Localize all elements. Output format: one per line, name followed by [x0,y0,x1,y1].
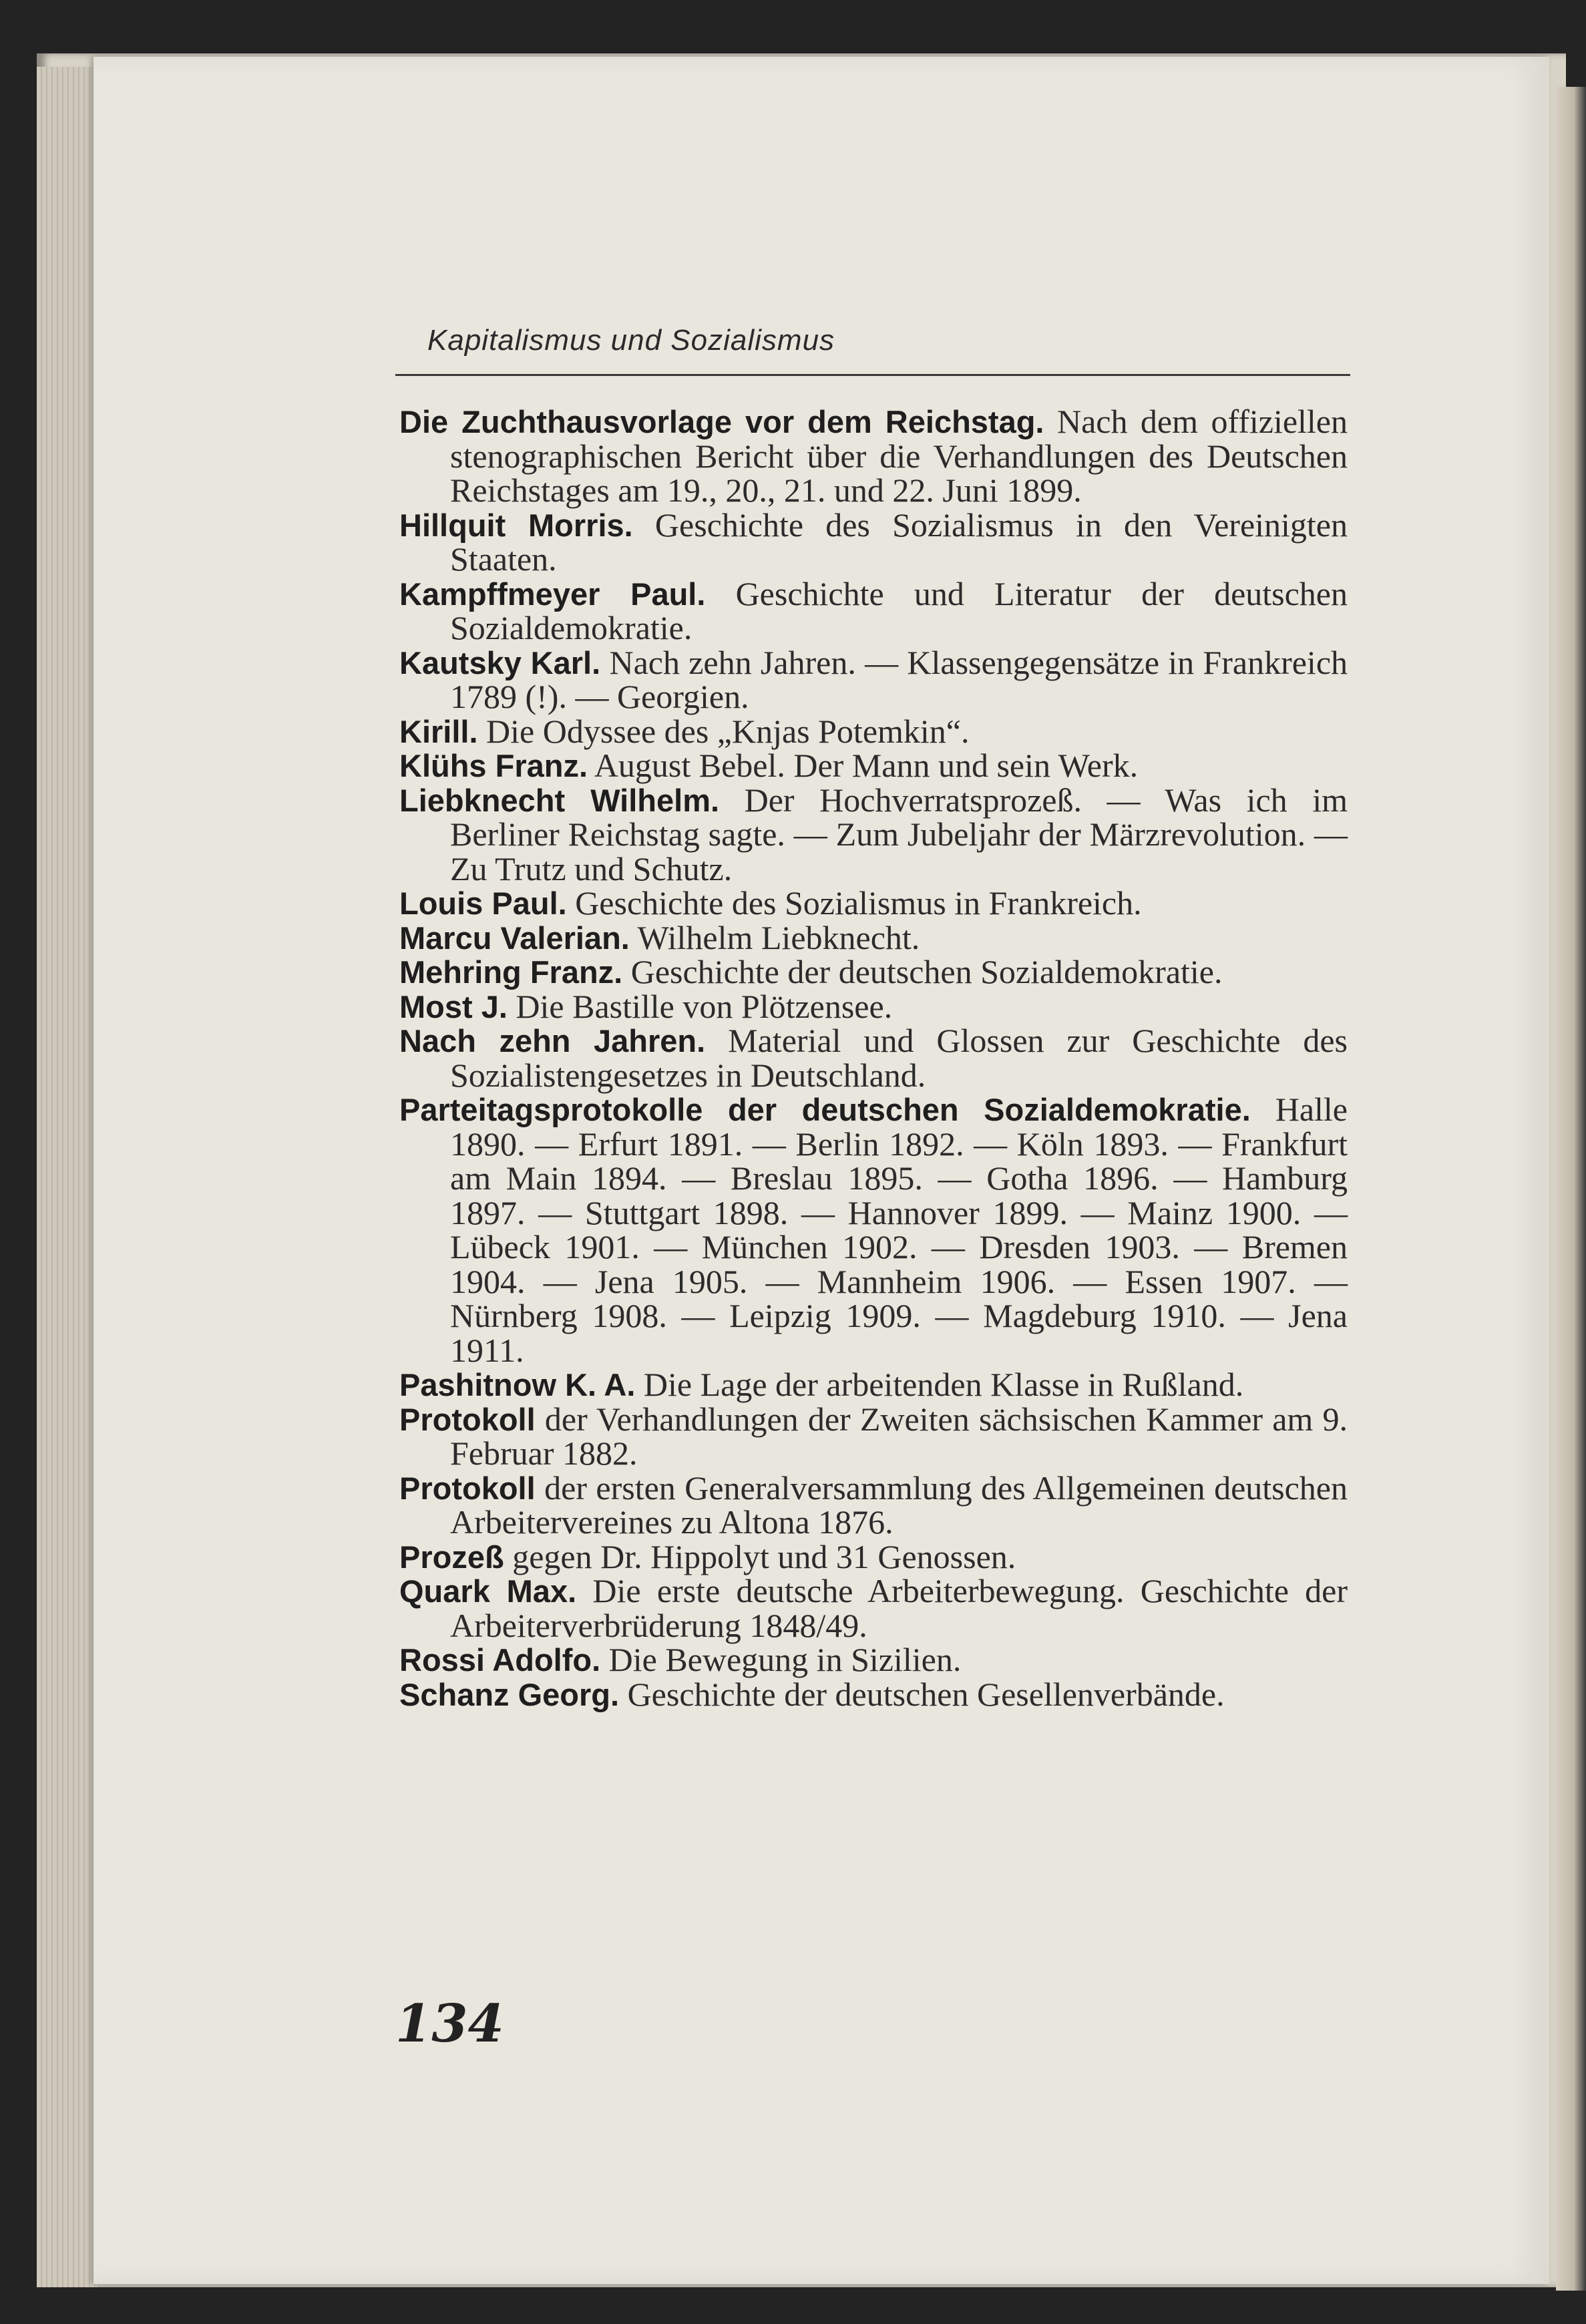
entry-text: Nach dem offiziellen stenographischen Bericht über die Verhandlungen des Deutschen Reichstages am 19., 20., 21. und 22. Juni 1899. [450,403,1348,509]
entry-text: Geschichte und Literatur der deutschen Sozialdemokratie. [450,574,1348,646]
entry-text: Der Hochverratsprozeß. — Was ich im Berliner Reichstag sagte. — Zum Jubeljahr der Märzrevolution. — Zu Trutz und Schutz. [450,781,1348,888]
entry-author: Hillquit Morris. [399,507,633,543]
bibliography-entry [399,405,1348,508]
entry-author: Quark Max. [399,1573,577,1609]
bibliography-entry [399,918,1348,956]
bibliography-entry [399,1574,1348,1643]
bibliography-entry [399,1675,1348,1713]
entry-author: Nach zehn Jahren. [399,1023,706,1058]
bibliography-entry [399,574,1348,646]
bibliography-entry [399,1537,1348,1575]
bibliography-list [399,405,1348,1712]
entry-author: Louis Paul. [399,886,567,921]
page-edges [37,67,97,2287]
entry-text: Die Bewegung in Sizilien. [600,1641,962,1678]
bibliography-entry [399,783,1348,887]
entry-author: Prozeß [399,1539,504,1575]
entry-text: Geschichte des Sozialismus in den Vereinigten Staaten. [450,506,1348,578]
bibliography-entry [399,1471,1348,1540]
entry-text: Geschichte der deutschen Sozialdemokratie. [622,953,1223,990]
entry-text: Halle 1890. — Erfurt 1891. — Berlin 1892. — Köln 1893. — Frankfurt am Main 1894. — Breslau 1895. — Gotha 1896. — Hamburg 1897. — Stuttgart 1898. — Hannover 1899. — Mainz 1900. — Lübeck 1901. — München 1902. — Dresden 1903. — Bremen 1904. — Jena 1905. — Mannheim 1906. — Essen 1907. — Nürnberg 1908. — Leipzig 1909. — Magdeburg 1910. — Jena 1911. [450,1091,1348,1369]
entry-text: der ersten Generalversammlung des Allgemeinen deutschen Arbeitervereines zu Altona 1876. [450,1469,1348,1541]
entry-text: der Verhandlungen der Zweiten sächsischen Kammer am 9. Februar 1882. [450,1400,1348,1472]
entry-text: Die Odyssee des „Knjas Potemkin“. [477,712,970,750]
entry-author: Marcu Valerian. [399,920,630,956]
bibliography-entry [399,749,1348,783]
facing-page-edge [1556,87,1586,2291]
entry-text: gegen Dr. Hippolyt und 31 Genossen. [504,1537,1016,1575]
entry-author: Kirill. [399,713,478,749]
entry-author: Klühs Franz. [399,748,588,783]
entry-author: Kautsky Karl. [399,644,601,681]
entry-author: Protokoll [399,1470,536,1506]
entry-author: Liebknecht Wilhelm. [399,782,720,818]
entry-author: Rossi Adolfo. [399,1642,601,1678]
entry-text: Material und Glossen zur Geschichte des Sozialistengesetzes in Deutschland. [450,1022,1348,1094]
entry-text: Nach zehn Jahren. — Klassengegensätze in Frankreich 1789 (!). — Georgien. [450,643,1348,715]
entry-text: Geschichte der deutschen Gesellenverbände. [619,1675,1225,1713]
bibliography-entry [399,1402,1348,1471]
entry-author: Pashitnow K. A. [399,1367,636,1402]
bibliography-entry [399,712,1348,750]
entry-text: Wilhelm Liebknecht. [629,918,920,956]
header-rule [395,374,1350,376]
bibliography-entry [399,1643,1348,1678]
entry-text: Die Lage der arbeitenden Klasse in Rußland. [635,1366,1244,1403]
entry-author: Schanz Georg. [399,1676,620,1712]
entry-text: Geschichte des Sozialismus in Frankreich. [566,884,1142,922]
bibliography-entry [399,886,1348,921]
bibliography-entry [399,1093,1348,1368]
entry-author: Kampffmeyer Paul. [399,576,706,612]
entry-author: Most J. [399,988,508,1024]
entry-author: Die Zuchthausvorlage vor dem Reichstag. [399,404,1044,439]
entry-author: Protokoll [399,1401,536,1437]
bibliography-entry [399,1024,1348,1093]
page-number: 134 [395,1993,504,2054]
entry-author: Mehring Franz. [399,954,623,990]
bibliography-entry [399,987,1348,1025]
bibliography-entry [399,955,1348,990]
bibliography-entry [399,1368,1348,1402]
bibliography-entry [399,508,1348,577]
entry-author: Parteitagsprotokolle der deutschen Sozialdemokratie. [399,1092,1251,1127]
entry-text: August Bebel. Der Mann und sein Werk. [588,747,1139,784]
running-head: Kapitalismus und Sozialismus [427,324,835,357]
entry-text: Die Bastille von Plötzensee. [507,987,893,1025]
bibliography-entry [399,643,1348,715]
entry-text: Die erste deutsche Arbeiterbewegung. Geschichte der Arbeiterverbrüderung 1848/49. [450,1572,1348,1644]
